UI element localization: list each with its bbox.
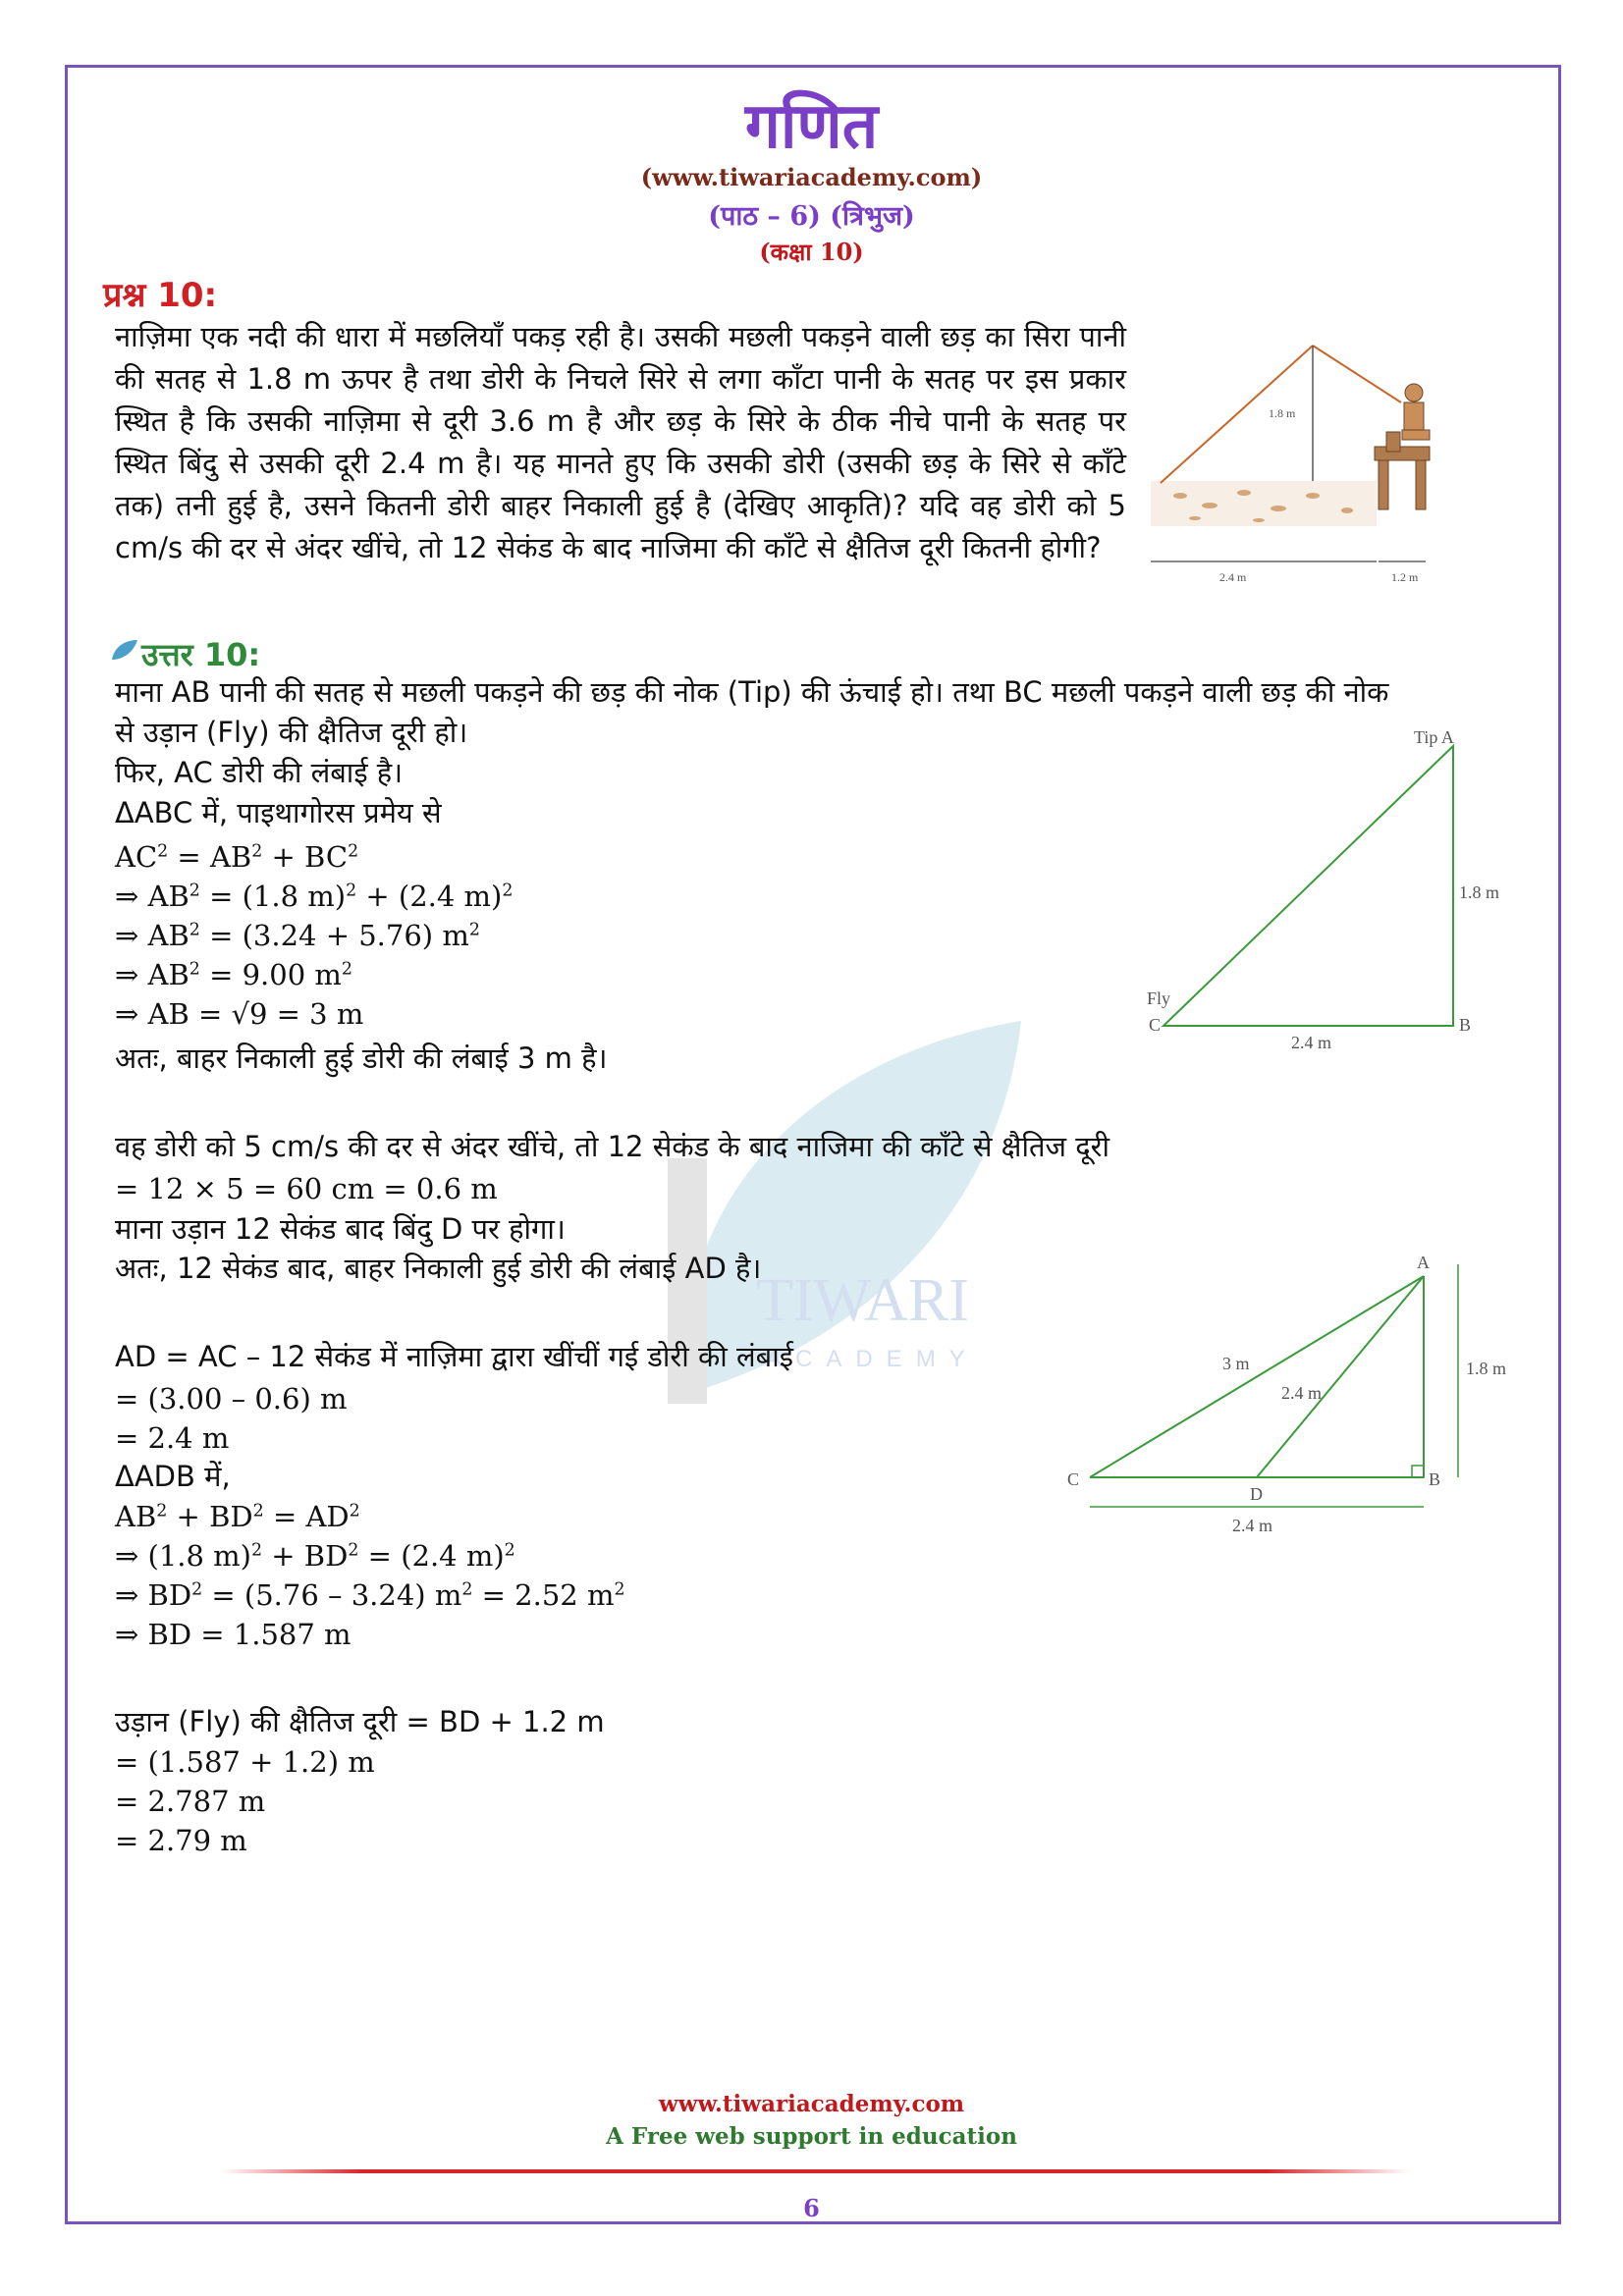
answer-line: माना AB पानी की सतह से मछली पकड़ने की छड़ की नोक (Tip) की ऊंचाई हो। तथा BC मछली पकड़ने वाली छड़ की नोक xyxy=(115,675,1389,709)
label-b: B xyxy=(1429,1469,1441,1489)
chapter-label: (पाठ – 6) (त्रिभुज) xyxy=(708,201,915,232)
fishing-rod xyxy=(1313,346,1401,402)
watermark-text: TIWARI xyxy=(756,1267,969,1334)
label-ac: 3 m xyxy=(1222,1354,1250,1373)
triangle-adb-figure xyxy=(1055,1237,1517,1551)
answer-line: AD = AC – 12 सेकंड में नाज़िमा द्वारा खींचीं गई डोरी की लंबाई xyxy=(115,1340,793,1373)
height-label: 1.8 m xyxy=(1269,406,1296,420)
equation-line: ⇒ $AB^2 = 9.00$ $m^2$ xyxy=(115,958,352,991)
pier xyxy=(1375,432,1430,509)
label-fly: Fly xyxy=(1147,988,1171,1008)
equation-line: = 2.4 m xyxy=(115,1421,230,1455)
equation-line: ⇒ AB = √9 = 3 m xyxy=(115,997,364,1031)
answer-line: माना उड़ान 12 सेकंड बाद बिंदु D पर होगा। xyxy=(115,1212,566,1246)
label-b: B xyxy=(1459,1015,1472,1035)
page-number: 6 xyxy=(803,2194,820,2222)
label-base: 2.4 m xyxy=(1232,1516,1273,1535)
equation-line: $AB^2 + BD^2 = AD^2$ xyxy=(115,1500,360,1533)
footer-tagline: A Free web support in education xyxy=(606,2123,1017,2150)
label-height: 1.8 m xyxy=(1459,882,1500,902)
equation-line: = 2.79 m xyxy=(115,1824,247,1857)
watermark-subtext: ACADEMY xyxy=(766,1346,979,1372)
label-d: D xyxy=(1250,1484,1263,1504)
equation-line: ⇒ $AB^2 = (1.8$ m)$^2$ + (2.4 m)$^2$ xyxy=(115,880,514,913)
segment-ca xyxy=(1090,1276,1424,1477)
question-text: नाज़िमा एक नदी की धारा में मछलियाँ पकड़ रही है। उसकी मछली पकड़ने वाली छड़ का सिरा पानी की सतह से 1.8 m ऊपर है तथा डोरी के निचले सिरे से लगा काँटा पानी के सतह पर इस प्रकार स्थित है कि उसकी नाज़िमा से दूरी 3.6 m है और छड़ के सिरे के ठीक नीचे पानी के सतह पर स्थित बिंदु से उसकी दूरी 2.4 m है। यह मानते हुए कि उसकी डोरी (उसकी छड़ के सिरे से काँटे तक) तनी हुई है, उसने कितनी डोरी बाहर निकाली हुई है (देखिए आकृति)? यदि वह डोरी को 5 cm/s की दर से अंदर खींचे, तो 12 सेकंड के बाद नाजिमा की काँटे से क्षैतिज दूरी कितनी होगी? xyxy=(115,320,1126,564)
header-site: (www.tiwariacademy.com) xyxy=(640,163,983,191)
fishing-figure xyxy=(1151,334,1435,599)
answer-line: अतः, बाहर निकाली हुई डोरी की लंबाई 3 m है। xyxy=(115,1041,608,1075)
label-c: C xyxy=(1149,1015,1162,1035)
equation-line: = 2.787 m xyxy=(115,1785,266,1818)
label-tip-a: Tip A xyxy=(1414,727,1454,747)
segment-da xyxy=(1257,1276,1424,1477)
base-label-1: 2.4 m xyxy=(1219,570,1247,584)
label-ad: 2.4 m xyxy=(1281,1383,1323,1403)
equation-line: ⇒ (1.8 $m)^2 + BD^2 = (2.4$ m)$^2$ xyxy=(115,1539,515,1573)
label-base: 2.4 m xyxy=(1291,1033,1332,1052)
class-label: (कक्षा 10) xyxy=(759,238,864,266)
fisher-icon xyxy=(1402,384,1430,440)
question-heading: प्रश्न 10: xyxy=(103,276,218,315)
equation-line: = (1.587 + 1.2) m xyxy=(115,1745,375,1779)
answer-line: ΔABC में, पाइथागोरस प्रमेय से xyxy=(115,796,442,829)
answer-line: वह डोरी को 5 cm/s की दर से अंदर खींचे, तो 12 सेकंड के बाद नाजिमा की काँटे से क्षैतिज दूरी xyxy=(115,1130,1109,1163)
triangle-abc xyxy=(1163,746,1453,1026)
footer-divider xyxy=(221,2169,1409,2173)
answer-line: अतः, 12 सेकंड बाद, बाहर निकाली हुई डोरी की लंबाई AD है। xyxy=(115,1252,762,1285)
footer-site: www.tiwariacademy.com xyxy=(658,2091,965,2117)
label-height: 1.8 m xyxy=(1466,1359,1507,1378)
equation-line: = (3.00 – 0.6) m xyxy=(115,1382,348,1415)
answer-line: फिर, AC डोरी की लंबाई है। xyxy=(115,756,404,789)
answer-heading: उत्तर 10: xyxy=(141,636,261,673)
page-title: गणित xyxy=(744,90,879,163)
equation-line: ⇒ $BD^2 = (5.76 - 3.24) m^2 = 2.52$ $m^2$ xyxy=(115,1578,625,1612)
answer-line: उड़ान (Fly) की क्षैतिज दूरी = BD + 1.2 m xyxy=(115,1705,605,1738)
equation-line: $AC^2 = AB^2 + BC^2$ xyxy=(115,840,359,874)
equation-line: ⇒ $AB^2 = (3.24 + 5.76)$ $m^2$ xyxy=(115,919,480,952)
triangle-abc-figure xyxy=(1129,721,1522,1055)
label-c: C xyxy=(1067,1469,1080,1489)
label-a: A xyxy=(1417,1253,1430,1272)
equation-line: ⇒ BD = 1.587 m xyxy=(115,1618,352,1651)
answer-line: ΔADB में, xyxy=(115,1460,231,1493)
answer-leaf-icon xyxy=(110,638,139,662)
equation-line: = 12 × 5 = 60 cm = 0.6 m xyxy=(115,1172,498,1205)
base-label-2: 1.2 m xyxy=(1391,570,1419,584)
answer-line: से उड़ान (Fly) की क्षैतिज दूरी हो। xyxy=(115,716,468,749)
right-angle-mark xyxy=(1412,1466,1424,1477)
